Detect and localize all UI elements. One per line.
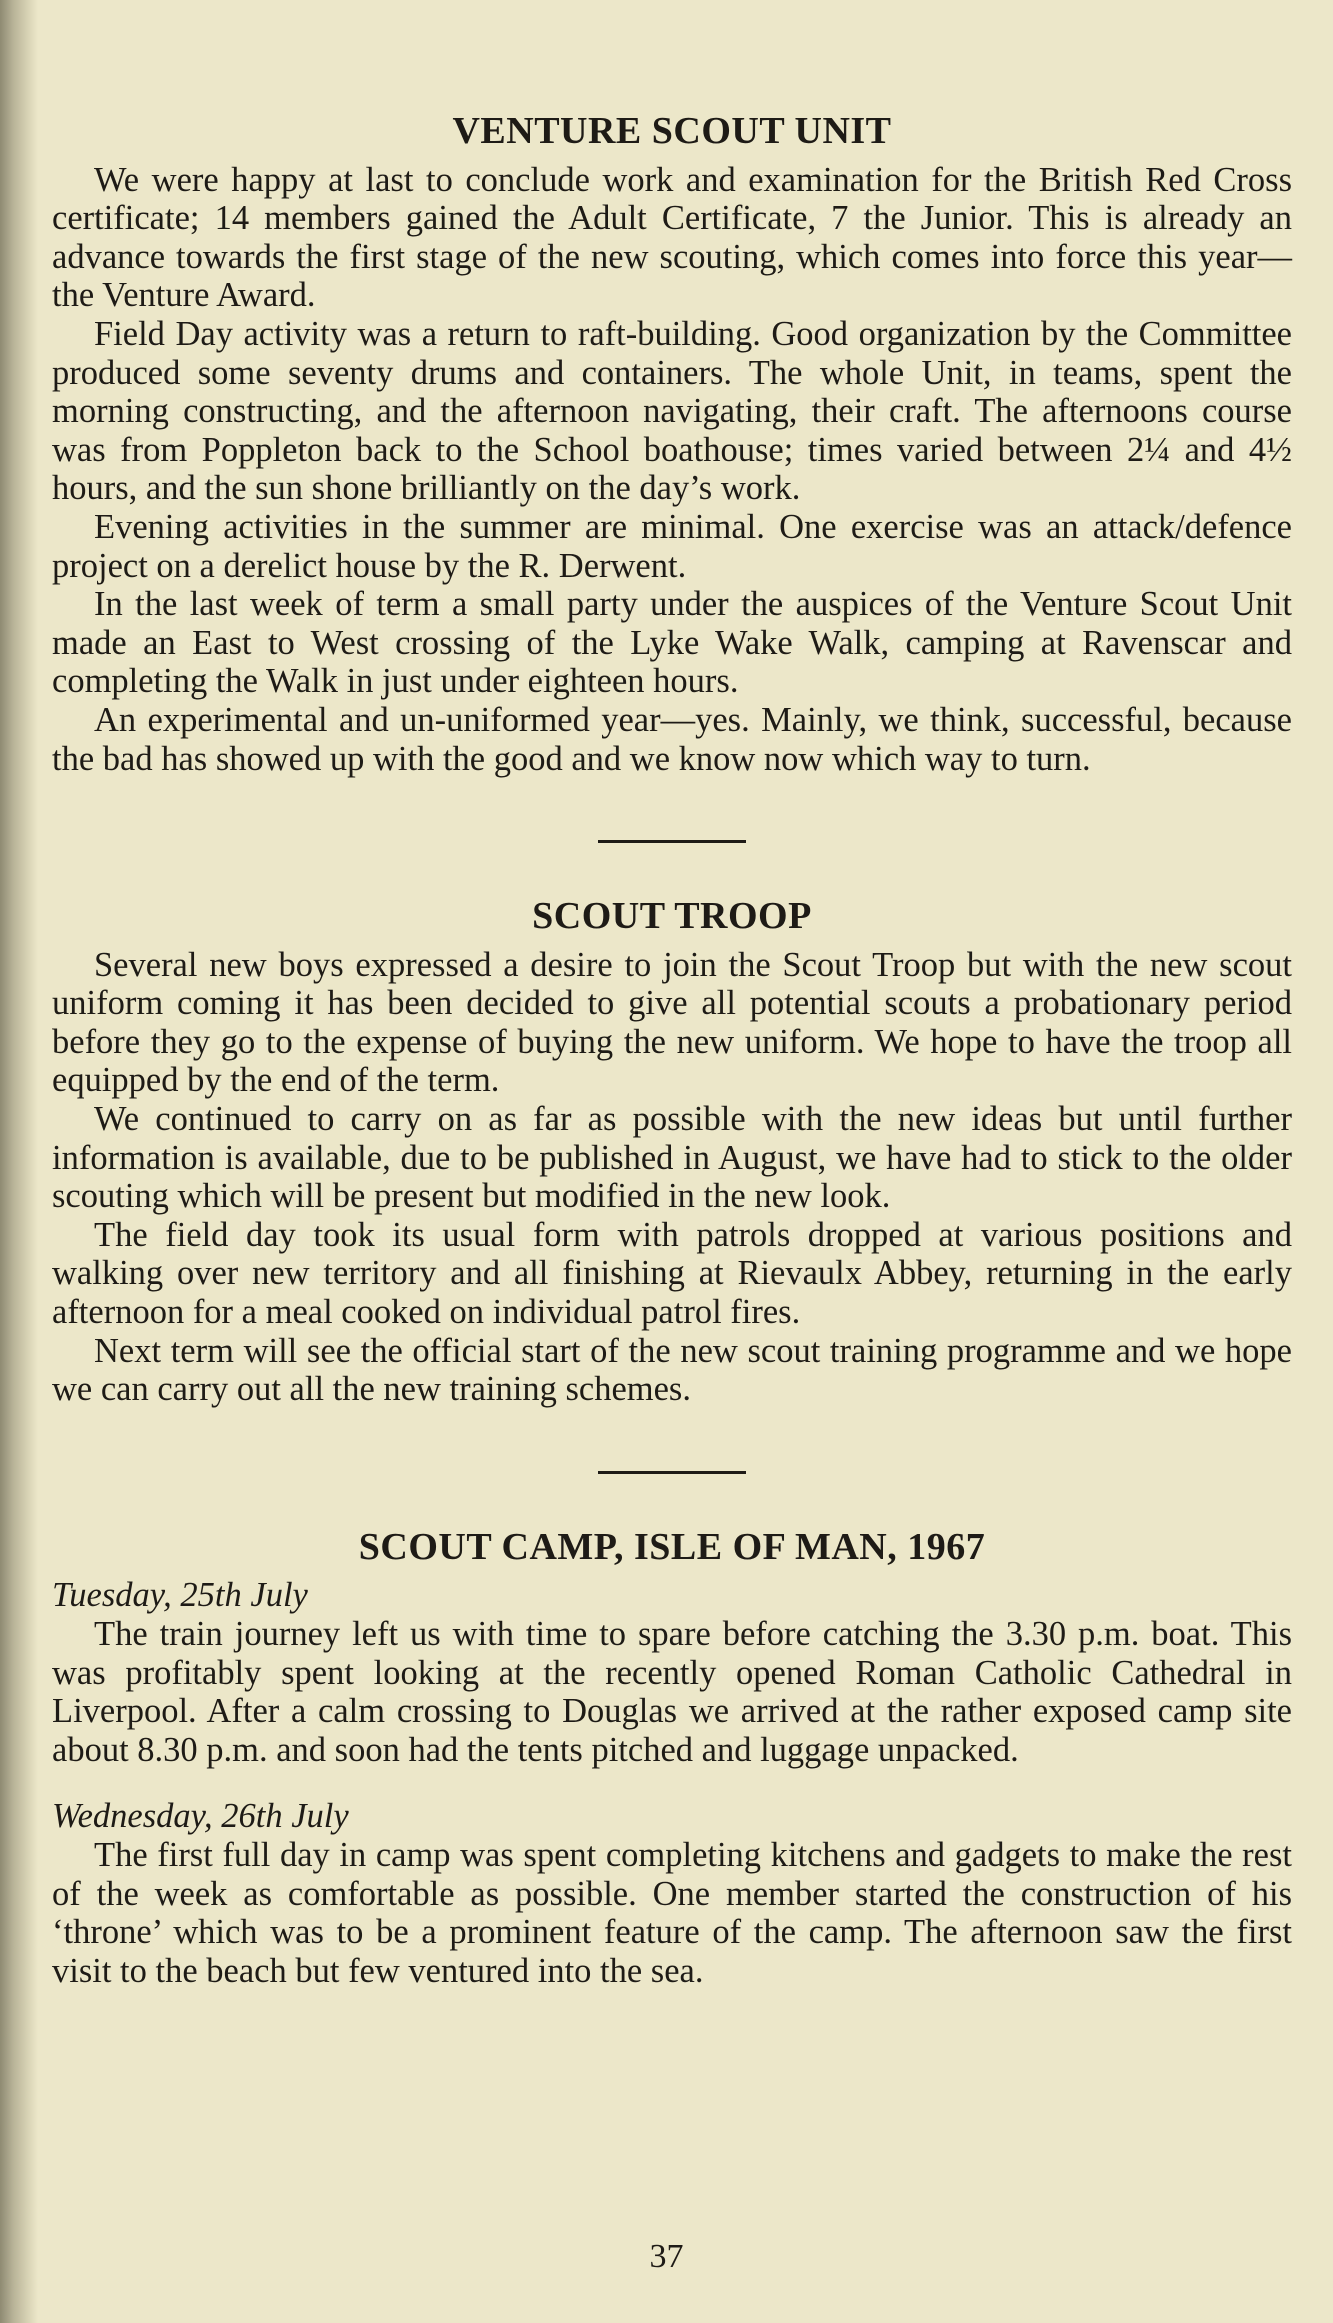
paragraph: Evening activities in the summer are minimal. One exercise was an attack/defence project on a derelict house by the R. Derwent. — [52, 507, 1292, 585]
section-title-troop: SCOUT TROOP — [532, 895, 812, 938]
scout-camp-section — [52, 1525, 1292, 1991]
paragraph: Next term will see the official start of the new scout training programme and we hope we can carry out all the new training schemes. — [52, 1331, 1292, 1409]
section-title-venture: VENTURE SCOUT UNIT — [452, 110, 892, 152]
binding-shadow — [0, 0, 38, 2323]
document-page — [52, 112, 1292, 1990]
section-title-camp: SCOUT CAMP, ISLE OF MAN, 1967 — [358, 1525, 986, 1568]
venture-scout-unit-section — [52, 112, 1292, 778]
section-divider — [598, 1471, 746, 1474]
paragraph: In the last week of term a small party under the auspices of the Venture Scout Unit made an East to West crossing of the Lyke Wake Walk, camping at Ravenscar and completing the Walk in just under eighteen hours. — [52, 585, 1292, 701]
paragraph: We were happy at last to conclude work and examination for the British Red Cross certificate; 14 members gained the Adult Certificate, 7 the Junior. This is already an advance towards the first stage of the new scouting, which comes into force this year—the Venture Award. — [52, 160, 1292, 315]
section-divider — [598, 840, 746, 843]
scout-troop-section — [52, 897, 1292, 1409]
paragraph: The field day took its usual form with patrols dropped at various positions and walking over new territory and all finishing at Rievaulx Abbey, returning in the early afternoon for a meal cooked on individual patrol fires. — [52, 1215, 1292, 1332]
paragraph: The first full day in camp was spent completing kitchens and gadgets to make the rest of the week as comfortable as possible. One member started the construction of his ‘throne’ which was to be a prominent feature of the camp. The afternoon saw the first visit to the beach but few ventured into the sea. — [52, 1835, 1292, 1990]
paragraph: The train journey left us with time to spare before catching the 3.30 p.m. boat. This was profitably spent looking at the recently opened Roman Catholic Cathedral in Liverpool. After a calm crossing to Douglas we arrived at the rather exposed camp site about 8.30 p.m. and soon had the tents pitched and luggage unpacked. — [52, 1615, 1292, 1769]
spacer — [52, 1769, 1292, 1797]
paragraph: Several new boys expressed a desire to join the Scout Troop but with the new scout uniform coming it has been decided to give all potential scouts a probationary period before they go to the expense of buying the new uniform. We hope to have the troop all equipped by the end of the term. — [52, 945, 1292, 1100]
paragraph: We continued to carry on as far as possible with the new ideas but until further information is available, due to be published in August, we have had to stick to the older scouting which will be present but modified in the new look. — [52, 1100, 1292, 1216]
paragraph: An experimental and un-uniformed year—yes. Mainly, we think, successful, because the bad has showed up with the good and we know now which way to turn. — [52, 700, 1292, 778]
day-heading: Wednesday, 26th July — [52, 1797, 349, 1836]
day-heading: Tuesday, 25th July — [52, 1576, 308, 1615]
page-number: 37 — [649, 2238, 684, 2275]
paragraph: Field Day activity was a return to raft-building. Good organization by the Committee produced some seventy drums and containers. The whole Unit, in teams, spent the morning constructing, and the afternoon navigating, their craft. The afternoons course was from Poppleton back to the School boathouse; times varied between 2¼ and 4½ hours, and the sun shone brilliantly on the day’s work. — [52, 314, 1292, 508]
